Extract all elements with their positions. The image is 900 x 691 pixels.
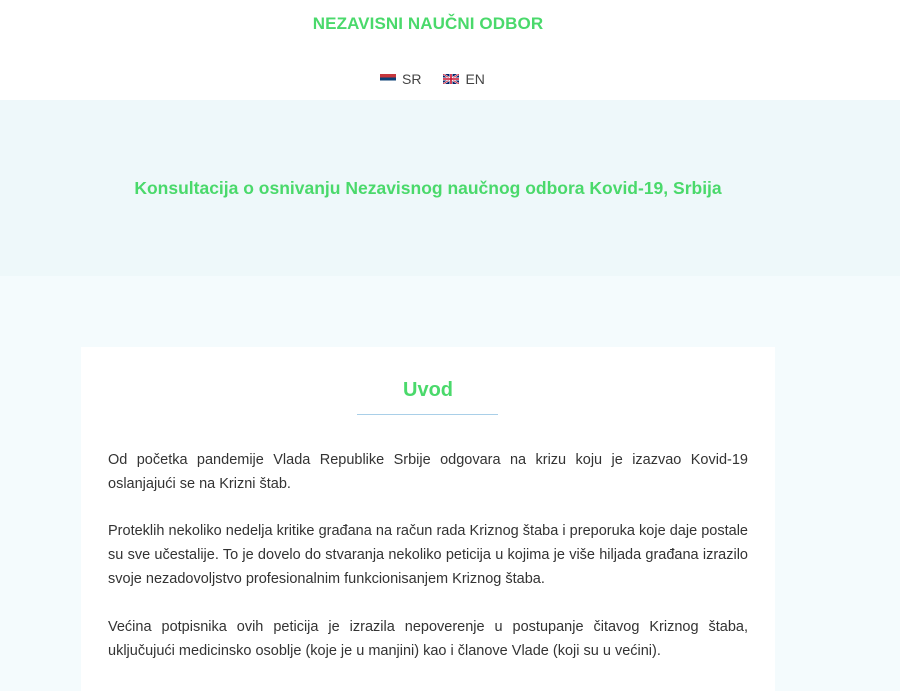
language-switcher bbox=[380, 71, 485, 87]
uk-flag-icon bbox=[443, 74, 459, 84]
hero-banner bbox=[0, 100, 900, 276]
title-divider bbox=[357, 414, 498, 415]
site-header bbox=[0, 0, 900, 100]
intro-paragraph-1: Od početka pandemije Vlada Republike Srbije odgovara na krizu koju je izazvao Kovid-19 oslanjajući se na Krizni štab. bbox=[108, 452, 748, 492]
serbia-flag-icon bbox=[380, 74, 396, 84]
intro-card bbox=[81, 347, 775, 691]
language-en-label: EN bbox=[465, 71, 485, 87]
intro-paragraph-3: Većina potpisnika ovih peticija je izrazila nepoverenje u postupanje čitavog Kriznog štaba, uključujući medicinsko osoblje (koje je u manjini) kao i članove Vlade (koji su u većini). bbox=[108, 619, 748, 659]
language-sr-label: SR bbox=[402, 71, 422, 87]
site-title[interactable]: NEZAVISNI NAUČNI ODBOR bbox=[312, 14, 544, 33]
intro-paragraph-2: Proteklih nekoliko nedelja kritike građana na račun rada Kriznog štaba i preporuka koje daje postale su sve učestalije. To je dovelo do stvaranja nekoliko peticija u kojima je više hiljada građana izrazilo svoje nezadovoljstvo profesionalnim funkcionisanjem Kriznog štaba. bbox=[108, 523, 748, 587]
page-title: Konsultacija o osnivanju Nezavisnog naučnog odbora Kovid-19, Srbija bbox=[134, 178, 722, 198]
section-title: Uvod bbox=[403, 379, 453, 401]
language-sr-link[interactable] bbox=[380, 71, 421, 87]
language-en-link[interactable] bbox=[443, 71, 484, 87]
